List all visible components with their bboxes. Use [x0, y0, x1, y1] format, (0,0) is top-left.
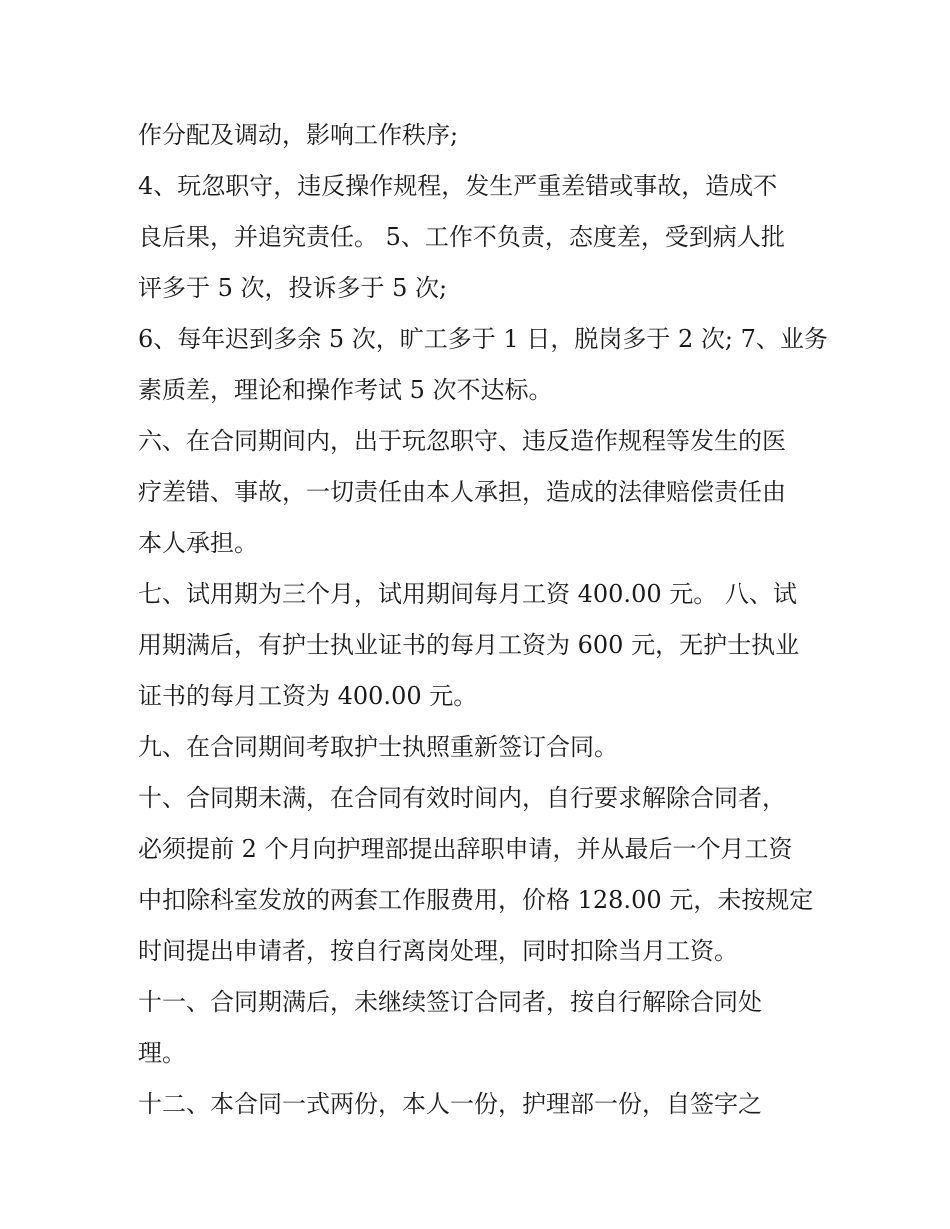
text-line: 评多于 5 次，投诉多于 5 次;: [138, 274, 448, 302]
text-line: 七、试用期为三个月，试用期间每月工资 400.00 元。 八、试: [138, 580, 797, 608]
text-line: 十一、合同期满后，未继续签订合同者，按自行解除合同处: [138, 988, 762, 1016]
text-line: 6、每年迟到多余 5 次，旷工多于 1 日，脱岗多于 2 次; 7、业务: [138, 325, 828, 353]
text-line: 时间提出申请者，按自行离岗处理，同时扣除当月工资。: [138, 937, 738, 965]
text-line: 必须提前 2 个月向护理部提出辞职申请，并从最后一个月工资: [138, 835, 793, 863]
text-line: 理。: [138, 1039, 186, 1067]
text-line: 用期满后，有护士执业证书的每月工资为 600 元，无护士执业: [138, 631, 800, 659]
text-line: 中扣除科室发放的两套工作服费用，价格 128.00 元，未按规定: [138, 886, 814, 914]
text-line: 4、玩忽职守，违反操作规程，发生严重差错或事故，造成不: [138, 172, 778, 200]
text-line: 作分配及调动，影响工作秩序;: [138, 121, 459, 149]
text-line: 九、在合同期间考取护士执照重新签订合同。: [138, 733, 618, 761]
text-line: 素质差，理论和操作考试 5 次不达标。: [138, 376, 553, 404]
contract-body-text: [138, 110, 828, 1130]
text-line: 六、在合同期间内，出于玩忽职守、违反造作规程等发生的医: [138, 427, 786, 455]
text-line: 疗差错、事故，一切责任由本人承担，造成的法律赔偿责任由: [138, 478, 786, 506]
text-line: 十二、本合同一式两份，本人一份，护理部一份，自签字之: [138, 1090, 762, 1118]
text-line: 证书的每月工资为 400.00 元。: [138, 682, 478, 710]
text-line: 良后果，并追究责任。 5、工作不负责，态度差，受到病人批: [138, 223, 785, 251]
text-line: 本人承担。: [138, 529, 258, 557]
text-line: 十、合同期未满，在合同有效时间内，自行要求解除合同者，: [138, 784, 786, 812]
